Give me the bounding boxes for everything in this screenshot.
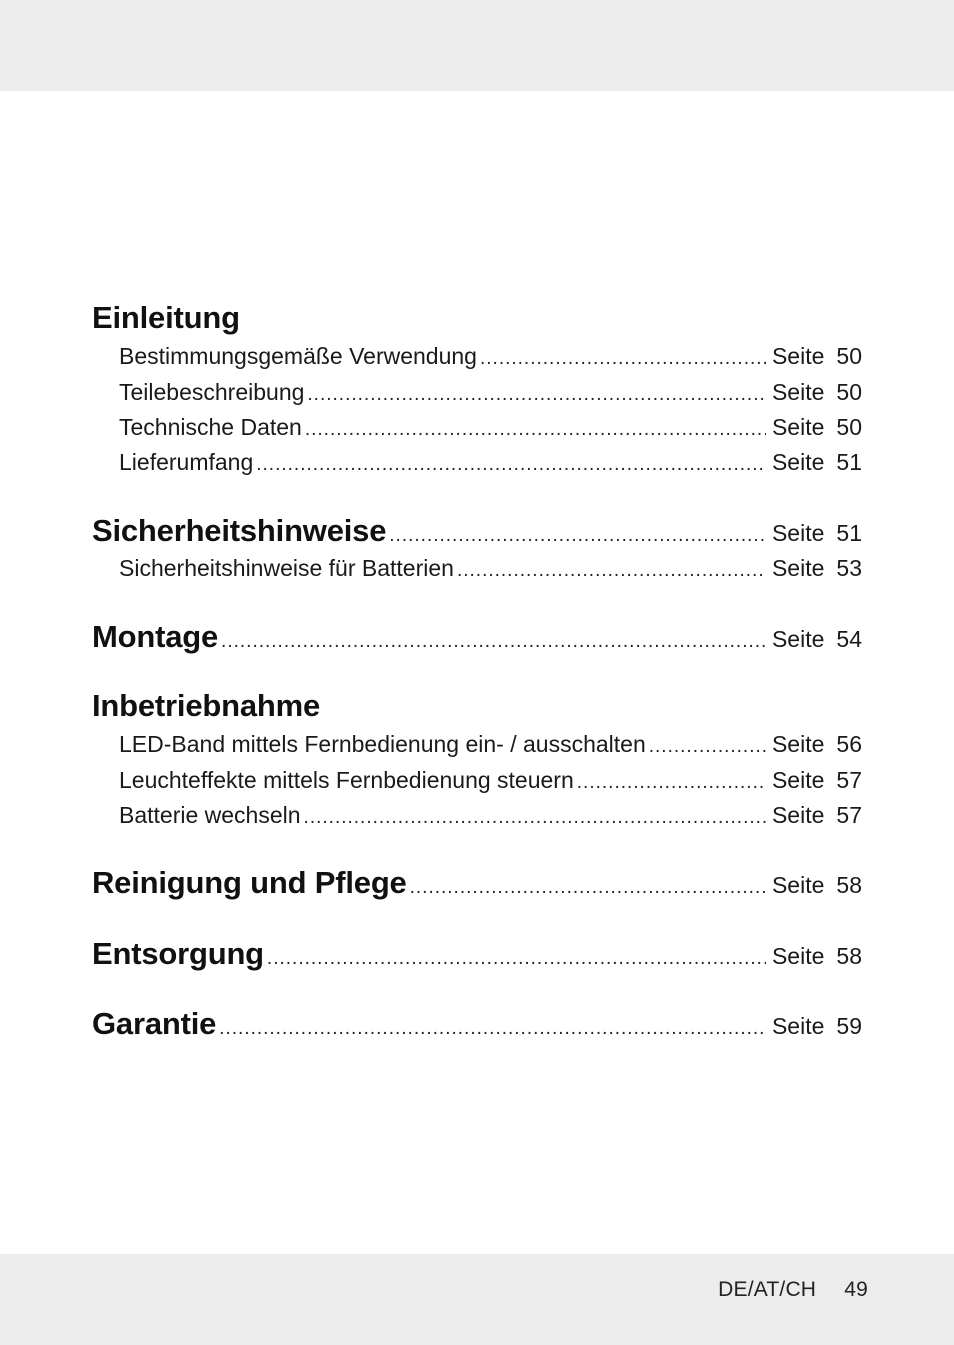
toc-heading-inbetriebnahme[interactable] — [92, 688, 862, 724]
toc-heading-sicherheitshinweise[interactable] — [92, 513, 862, 549]
page-number: 50 — [836, 414, 862, 440]
toc-entry-title: Sicherheitshinweise — [92, 513, 387, 548]
seite-label: Seite — [771, 731, 825, 757]
toc-entry-leuchteffekte-steuern[interactable] — [119, 767, 862, 794]
seite-label: Seite — [771, 343, 825, 369]
toc-heading-montage[interactable] — [92, 619, 862, 655]
toc-entry-led-band-ein-ausschalten[interactable] — [119, 731, 862, 758]
page-number: 57 — [836, 767, 862, 793]
dot-leader — [480, 348, 766, 370]
page-number: 57 — [836, 802, 862, 828]
page-number: 53 — [836, 555, 862, 581]
toc-entry-title: Reinigung und Pflege — [92, 865, 407, 900]
footer-page-number: 49 — [844, 1278, 868, 1301]
seite-label: Seite — [771, 626, 825, 652]
toc-entry-title: Montage — [92, 619, 219, 654]
toc-entry-title: Teilebeschreibung — [119, 379, 305, 405]
seite-label: Seite — [771, 414, 825, 440]
toc-entry-bestimmungsgemaesse-verwendung[interactable] — [119, 343, 862, 370]
seite-label: Seite — [771, 555, 825, 581]
seite-label: Seite — [771, 802, 825, 828]
toc-entry-title: LED-Band mittels Fernbedienung ein- / ausschalten — [119, 731, 646, 757]
toc-heading-reinigung-und-pflege[interactable] — [92, 865, 862, 901]
dot-leader — [219, 1018, 766, 1040]
toc-entry-title: Leuchteffekte mittels Fernbedienung steuern — [119, 767, 574, 793]
toc-entry-title: Garantie — [92, 1006, 217, 1041]
toc-entry-title: Bestimmungsgemäße Verwendung — [119, 343, 477, 369]
toc-entry-title: Lieferumfang — [119, 449, 254, 475]
page-number: 51 — [836, 520, 862, 546]
seite-label: Seite — [771, 520, 825, 546]
seite-label: Seite — [771, 1013, 825, 1039]
toc-entry-title: Entsorgung — [92, 936, 264, 971]
page-number: 51 — [836, 449, 862, 475]
seite-label: Seite — [771, 767, 825, 793]
dot-leader — [221, 631, 766, 653]
toc-entry-title: Batterie wechseln — [119, 802, 301, 828]
toc-heading-einleitung[interactable] — [92, 300, 862, 336]
dot-leader — [307, 384, 766, 406]
seite-label: Seite — [771, 943, 825, 969]
page-number: 50 — [836, 343, 862, 369]
page-number: 58 — [836, 943, 862, 969]
dot-leader — [457, 560, 766, 582]
toc-entry-title: Inbetriebnahme — [92, 688, 321, 723]
seite-label: Seite — [771, 449, 825, 475]
page-number: 56 — [836, 731, 862, 757]
toc-heading-garantie[interactable] — [92, 1006, 862, 1042]
toc-entry-sicherheitshinweise-batterien[interactable] — [119, 555, 862, 582]
page-number: 59 — [836, 1013, 862, 1039]
dot-leader — [389, 525, 766, 547]
page-number: 58 — [836, 872, 862, 898]
toc-entry-title: Technische Daten — [119, 414, 302, 440]
seite-label: Seite — [771, 379, 825, 405]
page-footer — [718, 1278, 868, 1302]
toc-entry-lieferumfang[interactable] — [119, 449, 862, 476]
toc-entry-technische-daten[interactable] — [119, 414, 862, 441]
dot-leader — [577, 772, 766, 794]
toc-entry-teilebeschreibung[interactable] — [119, 379, 862, 406]
dot-leader — [649, 736, 766, 758]
page-number: 54 — [836, 626, 862, 652]
footer-locale: DE/AT/CH — [718, 1278, 817, 1301]
dot-leader — [256, 454, 766, 476]
seite-label: Seite — [771, 872, 825, 898]
toc-entry-batterie-wechseln[interactable] — [119, 802, 862, 829]
toc-entry-title: Einleitung — [92, 300, 240, 335]
dot-leader — [304, 807, 766, 829]
toc-heading-entsorgung[interactable] — [92, 936, 862, 972]
dot-leader — [410, 877, 766, 899]
toc-entry-title: Sicherheitshinweise für Batterien — [119, 555, 454, 581]
dot-leader — [305, 419, 766, 441]
page-number: 50 — [836, 379, 862, 405]
dot-leader — [267, 948, 766, 970]
